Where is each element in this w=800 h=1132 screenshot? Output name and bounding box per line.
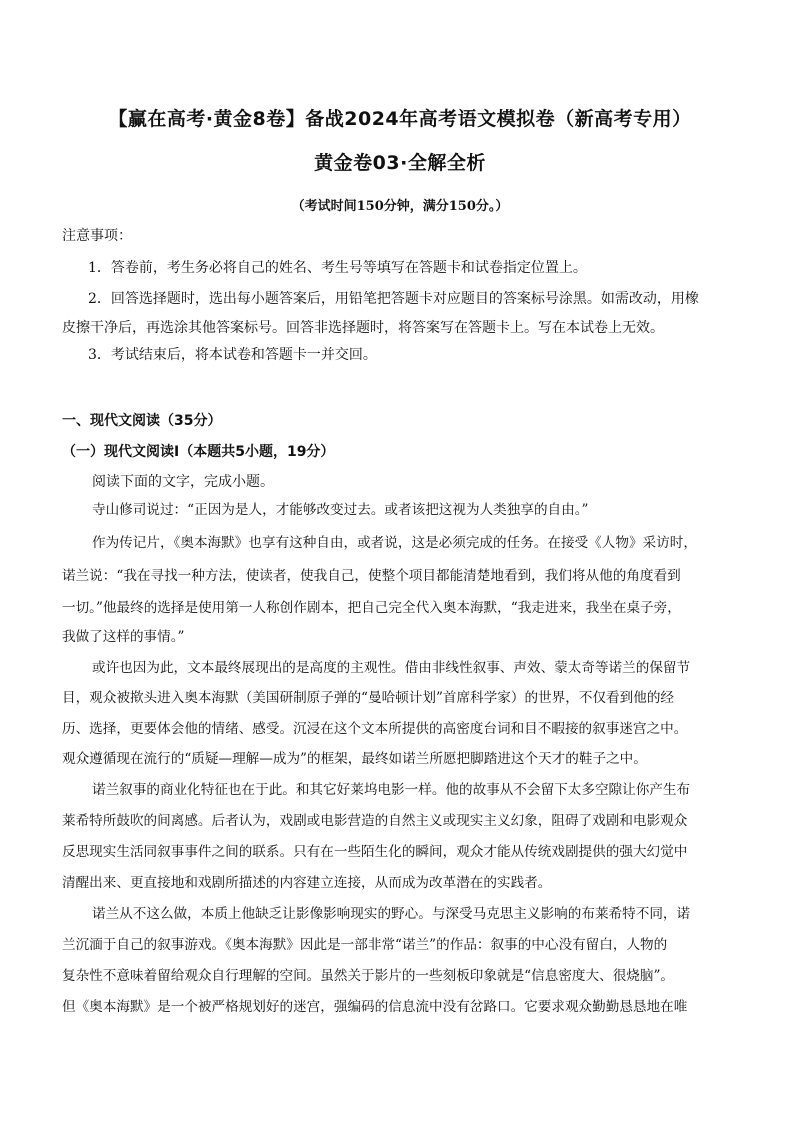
document-title: 【赢在高考·黄金8卷】备战2024年高考语文模拟卷（新高考专用） (108, 108, 692, 130)
document-subtitle: 黄金卷03·全解全析 (314, 152, 486, 174)
passage-line: 历、选择，更要体会他的情绪、感受。沉浸在这个文本所提供的高密度台词和目不暇接的叙事迷宫之中。 (62, 721, 688, 737)
notice-item: 1．答卷前，考生务必将自己的姓名、考生号等填写在答题卡和试卷指定位置上。 (88, 260, 587, 276)
notice-heading: 注意事项： (62, 228, 132, 244)
passage-line: 诺兰叙事的商业化特征也在于此。和其它好莱坞电影一样。他的故事从不会留下太多空隙让你产生布 (92, 782, 691, 798)
passage-line: 或许也因为此，文本最终展现出的是高度的主观性。借由非线性叙事、声效、蒙太奇等诺兰的保留节 (92, 660, 691, 676)
passage-line: 莱希特所鼓吹的间离感。后者认为，戏剧或电影营造的自然主义或现实主义幻象，阻碍了戏剧和电影观众 (62, 813, 688, 829)
notice-item: 皮擦干净后，再选涂其他答案标号。回答非选择题时，将答案写在答题卡上。写在本试卷上无效。 (62, 320, 664, 336)
section-heading: 一、现代文阅读（35分） (62, 413, 222, 429)
reading-instruction: 阅读下面的文字，完成小题。 (92, 474, 274, 490)
passage-line: 清醒出来、更直接地和戏剧所描述的内容建立连接，从而成为改革潜在的实践者。 (62, 875, 552, 891)
passage-line: 目，观众被揿头进入奥本海默（美国研制原子弹的“曼哈顿计划”首席科学家）的世界，不仅看到他的经 (62, 690, 675, 706)
section-subheading: （一）现代文阅读Ⅰ（本题共5小题，19分） (62, 444, 335, 460)
passage-line: 兰沉湎于自己的叙事游戏。《奥本海默》因此是一部非常“诺兰”的作品：叙事的中心没有留白，人物的 (62, 937, 668, 953)
passage-line: 寺山修司说过：“正因为是人，才能够改变过去。或者该把这视为人类独享的自由。” (92, 502, 589, 518)
notice-item: 3．考试结束后，将本试卷和答题卡一并交回。 (88, 347, 377, 363)
passage-line: 观众遵循现在流行的“质疑—理解—成为”的框架，最终如诺兰所愿把脚踏进这个天才的鞋子之中。 (62, 751, 647, 767)
notice-item: 2．回答选择题时，选出每小题答案后，用铅笔把答题卡对应题目的答案标号涂黑。如需改动，用橡 (88, 291, 699, 307)
passage-line: 诺兰从不这么做，本质上他缺乏让影像影响现实的野心。与深受马克思主义影响的布莱希特不同，诺 (92, 906, 691, 922)
passage-line: 作为传记片，《奥本海默》也享有这种自由，或者说，这是必须完成的任务。在接受《人物》采访时， (92, 535, 697, 551)
passage-line: 我做了这样的事情。” (62, 629, 185, 645)
passage-line: 复杂性不意味着留给观众自行理解的空间。虽然关于影片的一些刻板印象就是“信息密度大、很烧脑”。 (62, 968, 675, 984)
passage-line: 一切。”他最终的选择是使用第一人称创作剧本，把自己完全代入奥本海默，“我走进来，我坐在桌子旁， (62, 600, 681, 616)
passage-line: 反思现实生活同叙事事件之间的联系。只有在一些陌生化的瞬间，观众才能从传统戏剧提供的强大幻觉中 (62, 844, 688, 860)
exam-time-note: （考试时间150分钟，满分150分。） (291, 199, 509, 214)
passage-line: 但《奥本海默》是一个被严格规划好的迷宫，强编码的信息流中没有岔路口。它要求观众勤勤恳恳地在唯 (62, 999, 688, 1015)
passage-line: 诺兰说：“我在寻找一种方法，使读者，使我自己，使整个项目都能清楚地看到，我们将从他的角度看到 (62, 568, 681, 584)
